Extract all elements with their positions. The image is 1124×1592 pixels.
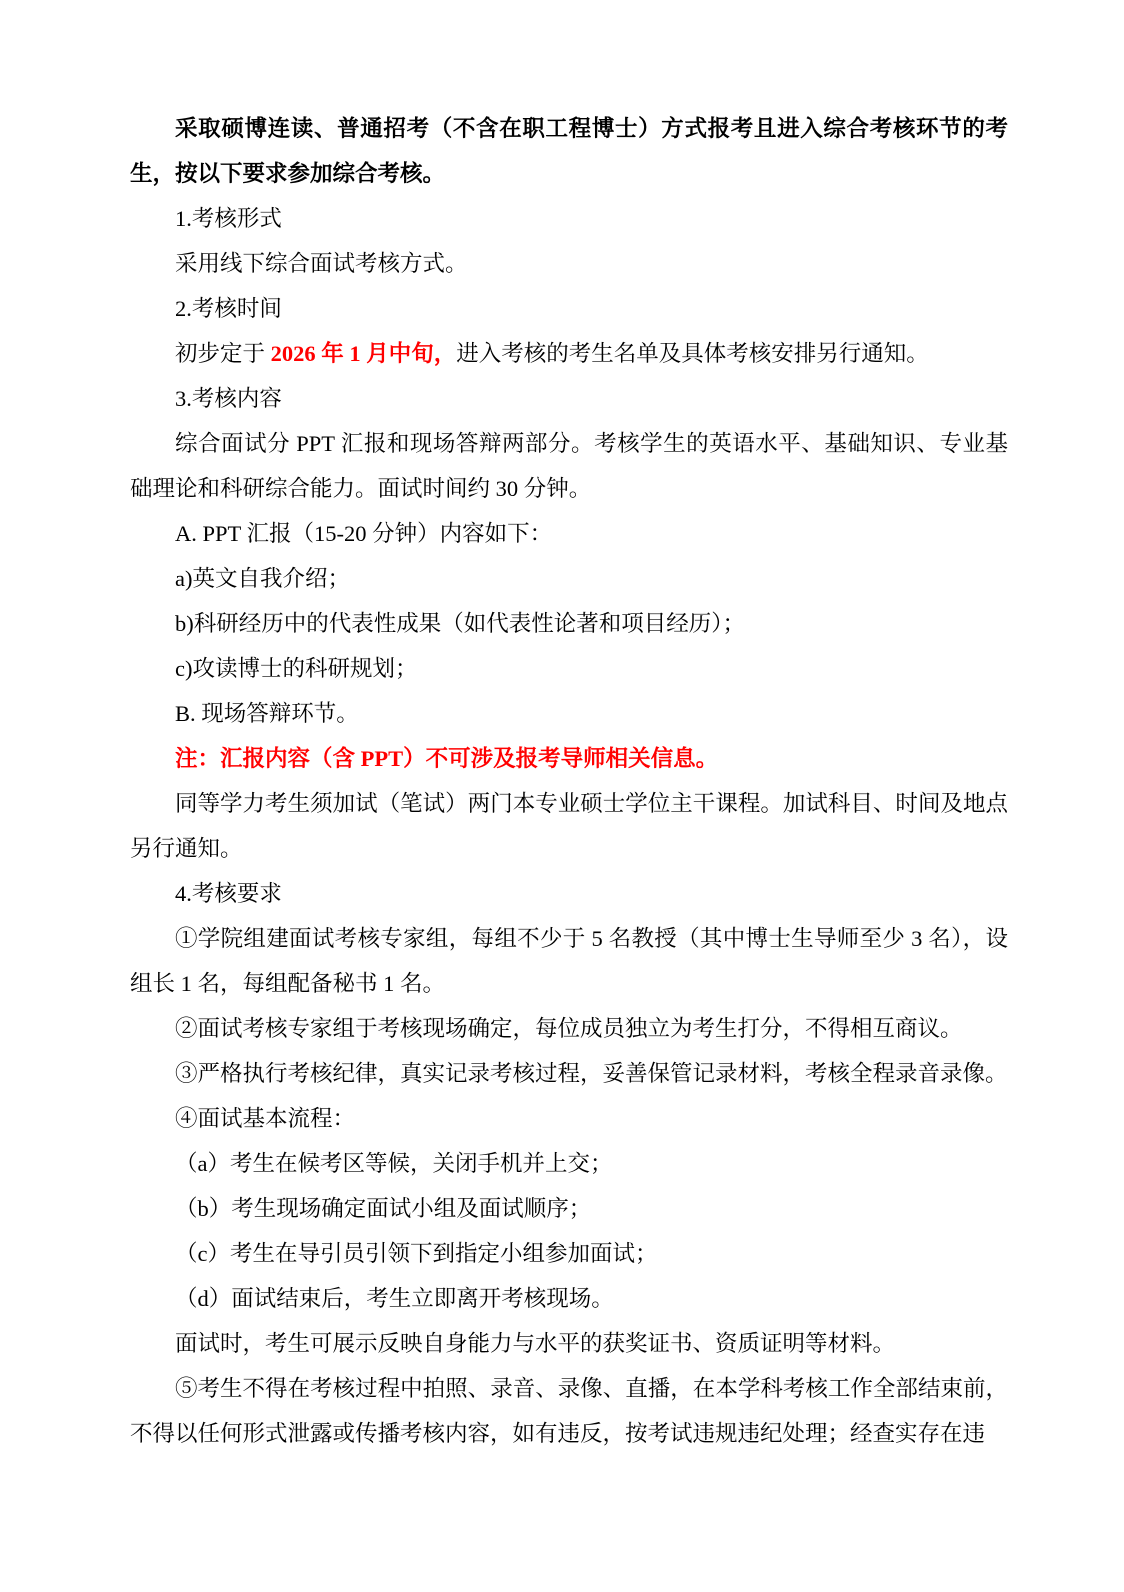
text-run: （a）考生在候考区等候，关闭手机并上交； (175, 1151, 613, 1176)
text-run: ③严格执行考核纪律，真实记录考核过程，妥善保管记录材料，考核全程录音录像。 (175, 1061, 1008, 1086)
flow-step-a (130, 1141, 1008, 1186)
item-b-onsite-defense (130, 691, 1008, 736)
text-run: 4.考核要求 (175, 881, 282, 906)
text-run: 采取硕博连读、普通招考（不含在职工程博士）方式报考且进入综合考核环节的考生，按以下要求参加综合考核。 (130, 116, 1008, 186)
assessment-format-text (130, 241, 1008, 286)
requirement-1 (130, 916, 1008, 1006)
flow-step-d (130, 1276, 1008, 1321)
item-a-ppt-report (130, 511, 1008, 556)
text-run: 进入考核的考生名单及具体考核安排另行通知。 (456, 341, 929, 366)
text-run: （d）面试结束后，考生立即离开考核现场。 (175, 1286, 614, 1311)
text-run: c)攻读博士的科研规划； (175, 656, 418, 681)
text-run: ②面试考核专家组于考核现场确定，每位成员独立为考生打分，不得相互商议。 (175, 1016, 963, 1041)
text-run: A. PPT 汇报（15-20 分钟）内容如下： (175, 521, 553, 546)
requirement-3 (130, 1051, 1008, 1096)
text-run: ④面试基本流程： (175, 1106, 356, 1131)
assessment-time-text (130, 331, 1008, 376)
interview-materials-note (130, 1321, 1008, 1366)
note-red (130, 736, 1008, 781)
flow-step-b (130, 1186, 1008, 1231)
text-run: 初步定于 (175, 341, 271, 366)
text-run: 注：汇报内容（含 PPT）不可涉及报考导师相关信息。 (175, 746, 719, 771)
text-run: 同等学力考生须加试（笔试）两门本专业硕士学位主干课程。加试科目、时间及地点另行通知。 (130, 791, 1008, 861)
text-run: 2026 年 1 月中旬， (270, 341, 457, 366)
heading-assessment-time (130, 286, 1008, 331)
sub-item-c (130, 646, 1008, 691)
text-run: 综合面试分 PPT 汇报和现场答辩两部分。考核学生的英语水平、基础知识、专业基础理论和科研综合能力。面试时间约 30 分钟。 (130, 431, 1008, 501)
text-run: B. 现场答辩环节。 (175, 701, 359, 726)
assessment-content-text (130, 421, 1008, 511)
text-run: （c）考生在导引员引领下到指定小组参加面试； (175, 1241, 658, 1266)
equivalent-degree-note (130, 781, 1008, 871)
text-run: 1.考核形式 (175, 206, 282, 231)
requirement-5 (130, 1366, 1008, 1456)
text-run: ⑤考生不得在考核过程中拍照、录音、录像、直播，在本学科考核工作全部结束前，不得以任何形式泄露或传播考核内容，如有违反，按考试违规违纪处理；经查实存在违 (130, 1376, 1008, 1446)
text-run: a)英文自我介绍； (175, 566, 350, 591)
heading-assessment-requirements (130, 871, 1008, 916)
text-run: 采用线下综合面试考核方式。 (175, 251, 468, 276)
text-run: b)科研经历中的代表性成果（如代表性论著和项目经历）； (175, 611, 745, 636)
flow-step-c (130, 1231, 1008, 1276)
text-run: ①学院组建面试考核专家组，每组不少于 5 名教授（其中博士生导师至少 3 名），设组长 1 名，每组配备秘书 1 名。 (130, 926, 1008, 996)
sub-item-a (130, 556, 1008, 601)
document-body (130, 106, 1008, 1456)
requirement-2 (130, 1006, 1008, 1051)
text-run: 面试时，考生可展示反映自身能力与水平的获奖证书、资质证明等材料。 (175, 1331, 896, 1356)
text-run: 3.考核内容 (175, 386, 282, 411)
text-run: （b）考生现场确定面试小组及面试顺序； (175, 1196, 592, 1221)
requirement-4 (130, 1096, 1008, 1141)
text-run: 2.考核时间 (175, 296, 282, 321)
intro-paragraph (130, 106, 1008, 196)
heading-assessment-content (130, 376, 1008, 421)
sub-item-b (130, 601, 1008, 646)
heading-assessment-format (130, 196, 1008, 241)
